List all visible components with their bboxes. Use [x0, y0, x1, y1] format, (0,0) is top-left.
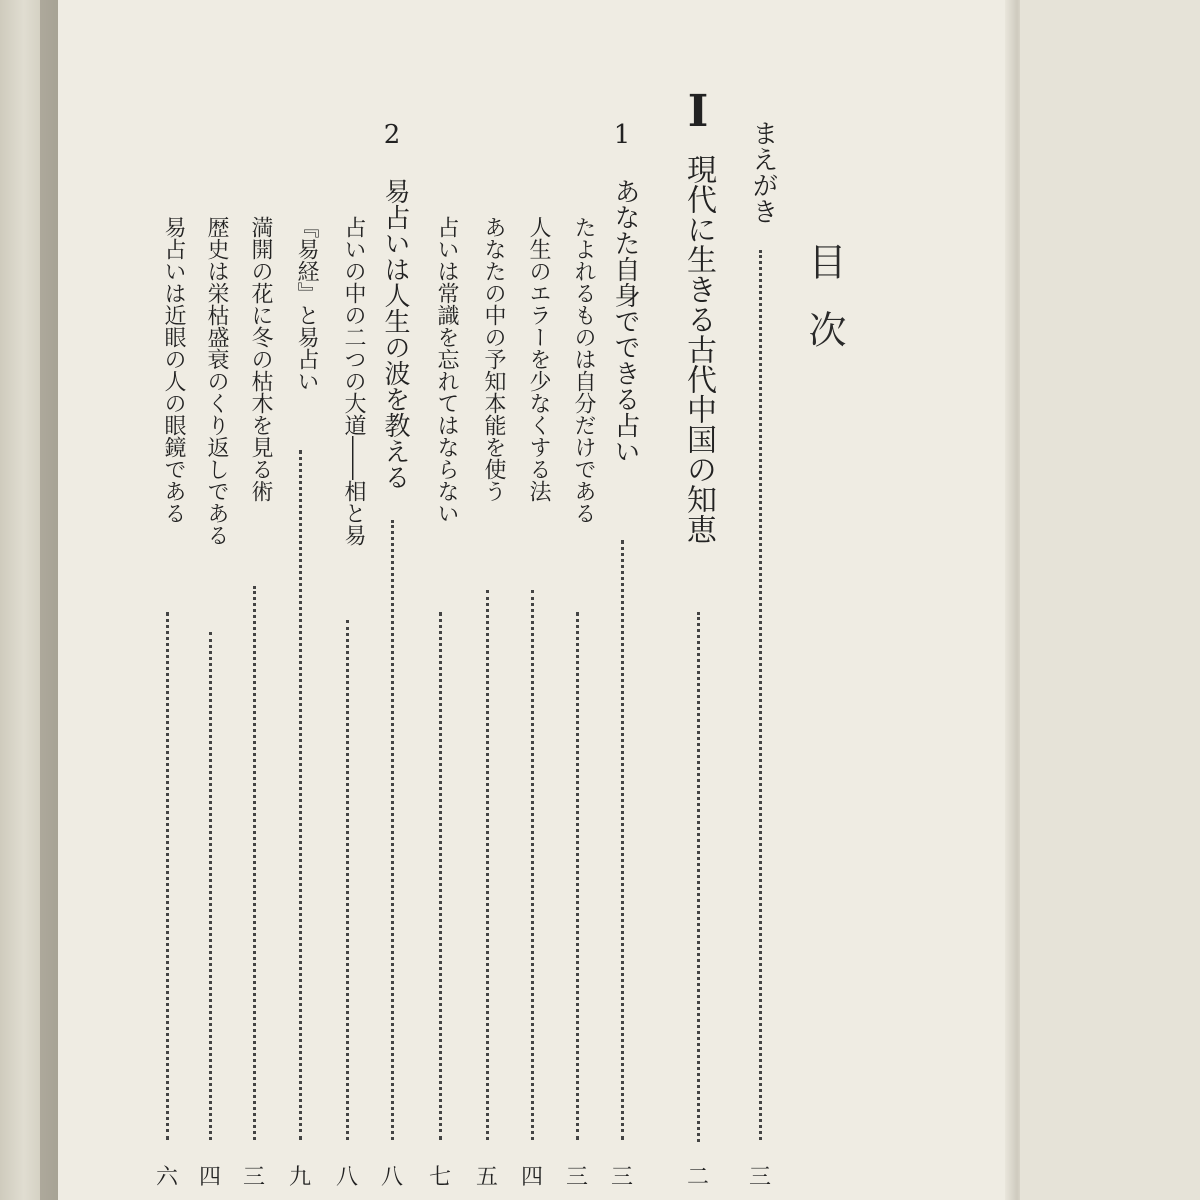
toc-entry-section	[418, 0, 462, 1200]
entry-text: 人生のエラーを少なくする法	[526, 216, 551, 502]
page-number: 七	[428, 1165, 451, 1190]
leader-dots	[486, 590, 489, 1140]
toc-title: 目次	[802, 242, 846, 378]
leader-dots	[166, 612, 169, 1140]
toc-entry-chapter-2	[370, 0, 414, 1200]
chapter-number: 1	[613, 120, 631, 150]
page-number: 三	[610, 1165, 633, 1190]
leader-dots	[391, 520, 394, 1140]
entry-text: 歴史は栄枯盛衰のくり返しである	[204, 216, 229, 546]
chapter-number: 2	[383, 120, 401, 150]
page-number: 二	[686, 1165, 709, 1190]
entry-text: 占いの中の二つの大道――相と易	[341, 216, 366, 546]
leader-dots	[531, 590, 534, 1140]
entry-text: 占いは常識を忘れてはならない	[434, 216, 459, 524]
page-number: 六	[155, 1165, 178, 1190]
entry-text: 易占いは人生の波を教える	[380, 178, 410, 490]
leader-dots	[621, 540, 624, 1140]
leader-dots	[439, 612, 442, 1140]
entry-text: あなたの中の予知本能を使う	[481, 216, 506, 502]
leader-dots	[299, 450, 302, 1140]
toc-entry-section	[325, 0, 369, 1200]
page-number: 四	[520, 1165, 543, 1190]
leader-dots	[253, 586, 256, 1140]
page-number: 四	[198, 1165, 221, 1190]
entry-text: まえがき	[748, 120, 778, 224]
page-number: 八	[335, 1165, 358, 1190]
toc-entry-maegaki	[738, 0, 782, 1200]
toc-entry-section	[465, 0, 509, 1200]
page-number: 三	[565, 1165, 588, 1190]
entry-text: 現代に生きる古代中国の知恵	[681, 154, 716, 544]
leader-dots	[346, 620, 349, 1140]
entry-text: 満開の花に冬の枯木を見る術	[248, 216, 273, 502]
toc-entry-section	[145, 0, 189, 1200]
page-number: 九	[288, 1165, 311, 1190]
toc-entry-part-1	[676, 0, 720, 1200]
toc-entry-section	[555, 0, 599, 1200]
page-shadow	[40, 0, 58, 1200]
page-number: 三	[748, 1165, 771, 1190]
toc-entry-section	[188, 0, 232, 1200]
leader-dots	[759, 250, 762, 1140]
entry-text: たよれるものは自分だけである	[571, 216, 596, 524]
leader-dots	[697, 612, 700, 1142]
page-number: 五	[475, 1165, 498, 1190]
toc-entry-section	[510, 0, 554, 1200]
leader-dots	[209, 632, 212, 1140]
entry-text: 『易経』と易占い	[294, 216, 319, 392]
page-number: 八	[380, 1165, 403, 1190]
leader-dots	[576, 612, 579, 1140]
toc-entry-chapter-1	[600, 0, 644, 1200]
toc-entry-section	[232, 0, 276, 1200]
part-number: I	[687, 86, 709, 137]
entry-text: あなた自身でできる占い	[610, 178, 640, 464]
facing-page	[1020, 0, 1200, 1200]
entry-text: 易占いは近眼の人の眼鏡である	[161, 216, 186, 524]
page-number: 三	[242, 1165, 265, 1190]
toc-entry-section	[278, 0, 322, 1200]
